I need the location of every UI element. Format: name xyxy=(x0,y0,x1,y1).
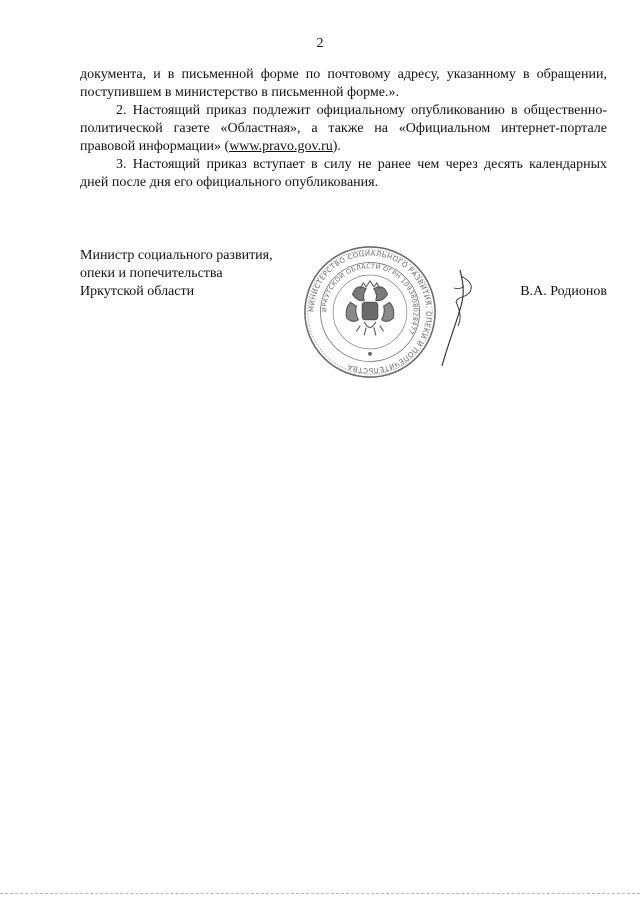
item-2-tail: ). xyxy=(332,139,341,154)
seal-inner-text: ИРКУТСКОЙ ОБЛАСТИ ОГРН 1093808028477 xyxy=(320,262,420,336)
handwritten-signature xyxy=(430,262,480,372)
coat-of-arms-icon xyxy=(346,281,394,335)
paragraph-item-2 xyxy=(80,102,607,156)
pravo-gov-link[interactable]: www.pravo.gov.ru xyxy=(229,139,333,154)
signer-title xyxy=(80,247,310,301)
signer-title-line: опеки и попечительства xyxy=(80,266,223,281)
official-seal-stamp xyxy=(302,244,438,380)
page-number: 2 xyxy=(316,36,324,51)
signer-title-line: Министр социального развития, xyxy=(80,248,273,263)
scan-edge-divider xyxy=(0,893,640,898)
paragraph-continuation: документа, и в письменной форме по почтовому адресу, указанному в обращении, поступившем в министерство в письменной форме.». xyxy=(80,67,607,100)
item-2-text: 2. Настоящий приказ подлежит официальному опубликованию в общественно-политической газете «Областная», а также на «Официальном интернет-портале правовой информации» ( xyxy=(80,103,607,154)
paragraph-item-3: 3. Настоящий приказ вступает в силу не ранее чем через десять календарных дней после дня его официального опубликования. xyxy=(80,157,607,190)
signer-title-line: Иркутской области xyxy=(80,284,195,299)
signer-name: В.А. Родионов xyxy=(520,284,607,299)
seal-outer-text: МИНИСТЕРСТВО СОЦИАЛЬНОГО РАЗВИТИЯ, ОПЕКИ И ПОПЕЧИТЕЛЬСТВА xyxy=(307,249,433,375)
document-body xyxy=(80,66,607,192)
